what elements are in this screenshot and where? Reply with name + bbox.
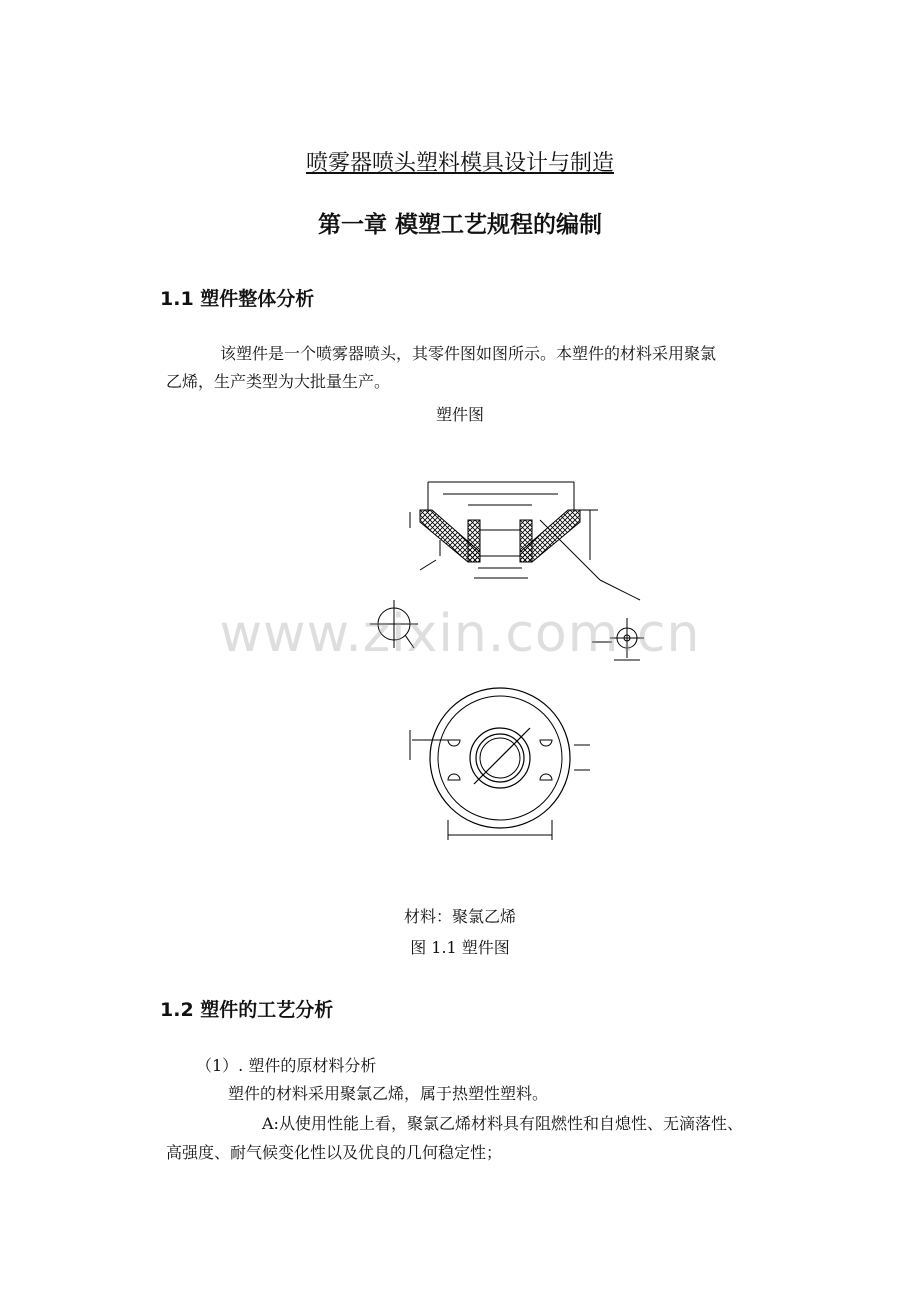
- point-a-line2: 高强度、耐气候变化性以及优良的几何稳定性；: [166, 1143, 503, 1162]
- section-view: [410, 482, 640, 600]
- figure-label: 塑件图: [435, 405, 484, 424]
- section-1-2-heading: 1.2 塑件的工艺分析: [160, 999, 334, 1021]
- section-1-1-heading: 1.1 塑件整体分析: [160, 288, 315, 310]
- item-1-heading: （1）. 塑件的原材料分析: [196, 1056, 377, 1075]
- section-1-1-para-line1: 该塑件是一个喷雾器喷头，其零件图如图所示。本塑件的材料采用聚氯: [220, 344, 717, 363]
- section-1-1-para-line2: 乙烯，生产类型为大批量生产。: [166, 372, 391, 391]
- figure-material: 材料：聚氯乙烯: [403, 907, 516, 926]
- chapter-heading: 第一章 模塑工艺规程的编制: [317, 212, 602, 238]
- plan-view: [410, 688, 590, 840]
- point-a-line1: A:从使用性能上看，聚氯乙烯材料具有阻燃性和自熄性、无滴落性、: [262, 1114, 743, 1133]
- figure-caption: 图 1.1 塑件图: [410, 938, 510, 957]
- document-title: 喷雾器喷头塑料模具设计与制造: [305, 151, 614, 176]
- item-1-text: 塑件的材料采用聚氯乙烯，属于热塑性塑料。: [228, 1084, 549, 1103]
- watermark: www.zixin.com.cn: [219, 604, 701, 664]
